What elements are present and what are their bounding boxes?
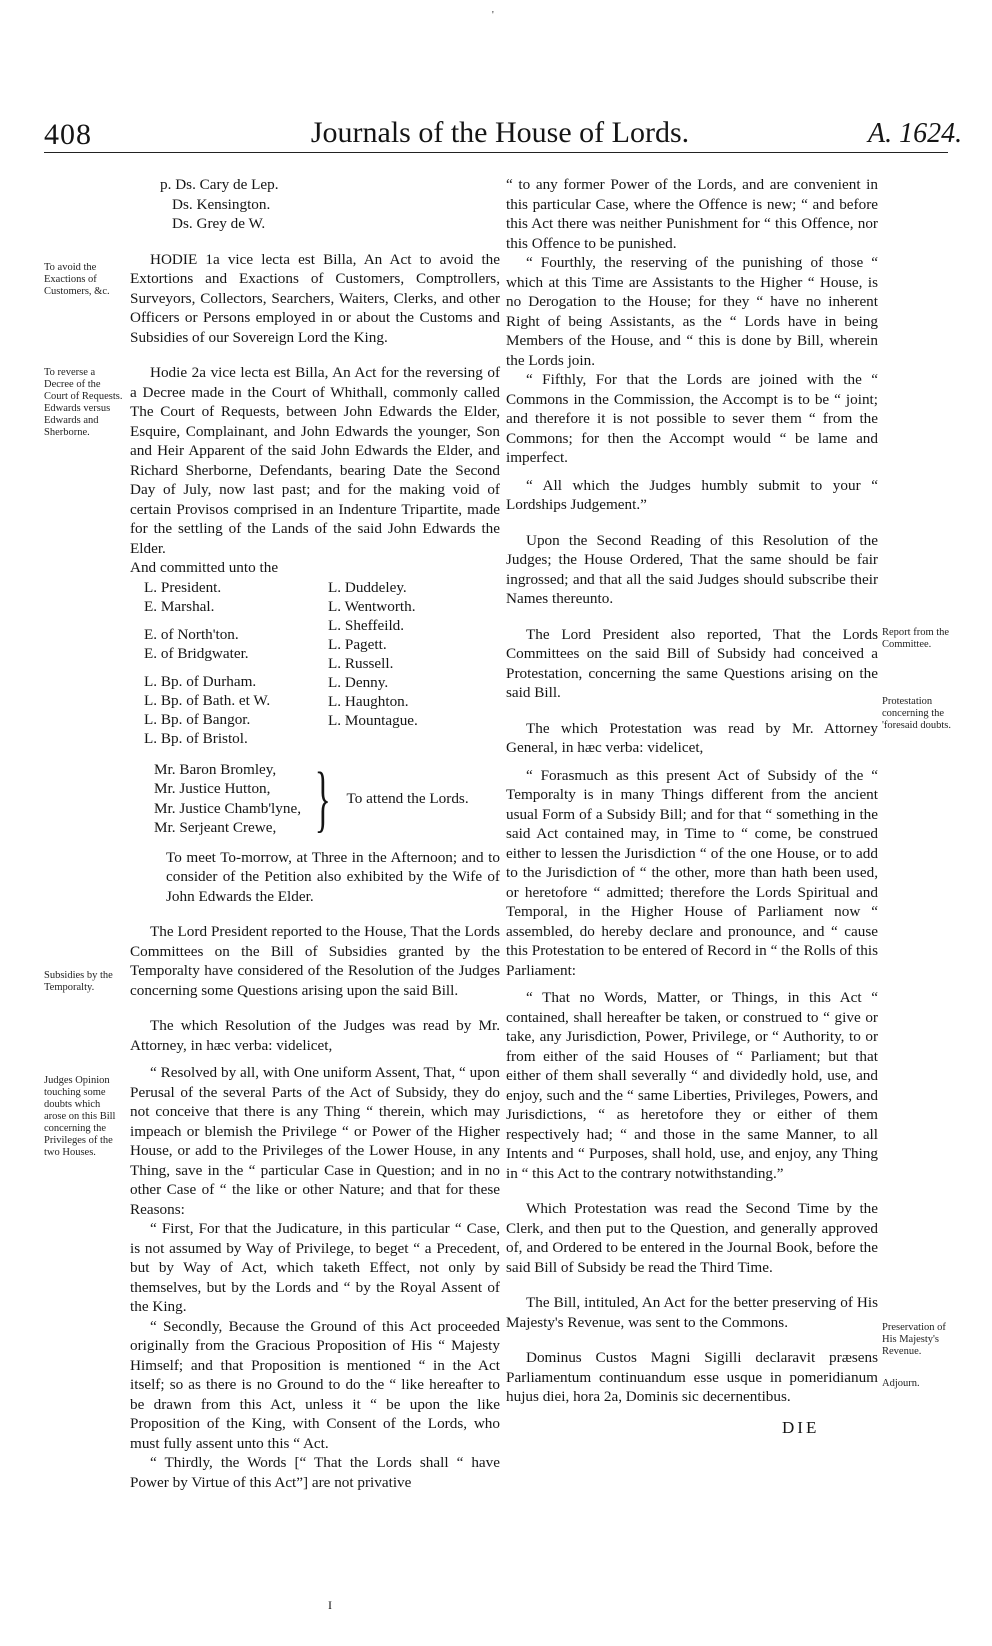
lord-name: L. Wentworth. bbox=[328, 597, 416, 615]
margin-note-protestation: Protestation concerning the 'foresaid doubts. bbox=[882, 696, 951, 731]
lord-name: E. of North'ton. bbox=[144, 625, 239, 643]
presence-item: p. Ds. Cary de Lep. bbox=[160, 176, 279, 193]
committee-lords bbox=[144, 578, 500, 748]
page-number: 408 bbox=[44, 118, 92, 151]
paragraph-secondly: “ Secondly, Because the Ground of this Act proceeded originally from the Gracious Proposition of His “ Majesty Himself; and that Proposition is mentioned “ in the Act itself; so as there is no Ground to do the “ like hereafter to be drawn from this Act, unless it “ be upon the like Proposition of the King, with Consent of the Lords, who must fully assent unto this “ Act. bbox=[130, 1317, 500, 1452]
catchword: DIE bbox=[782, 1418, 820, 1437]
paragraph-second-reading: Upon the Second Reading of this Resolution of the Judges; the House Ordered, That the same should be fair ingrossed; and that all the said Judges should subscribe their Names thereunto. bbox=[506, 531, 878, 607]
judge-name: Mr. Justice Hutton, bbox=[154, 780, 271, 797]
lord-name: L. Sheffeild. bbox=[328, 616, 405, 634]
committed-heading: And committed unto the bbox=[130, 559, 279, 576]
attend-note: To attend the Lords. bbox=[346, 789, 469, 807]
lord-name: E. Marshal. bbox=[144, 597, 215, 615]
lord-name: L. Russell. bbox=[328, 654, 394, 672]
lord-name: L. Pagett. bbox=[328, 635, 387, 653]
lord-name: L. Denny. bbox=[328, 673, 389, 691]
margin-note-subsidies: Subsidies by the Temporalty. bbox=[44, 970, 113, 993]
judge-name: Mr. Justice Chamb'lyne, bbox=[154, 799, 302, 817]
paragraph-submit: “ All which the Judges humbly submit to your “ Lordships Judgement.” bbox=[506, 476, 878, 513]
paragraph-fifthly: “ Fifthly, For that the Lords are joined with the “ Commons in the Commission, the Accompt is to be “ joint; and therefore it is not possible to sever them “ from the Commons; for then the Accompt would “ be lame and imperfect. bbox=[506, 371, 878, 466]
paragraph-thirdly: “ Thirdly, the Words [“ That the Lords shall “ have Power by Virtue of this Act”] are not privative bbox=[130, 1454, 500, 1491]
judges-list bbox=[154, 760, 301, 838]
paragraph-continuation: “ to any former Power of the Lords, and are convenient in this particular Case, where the Offence is new; “ and before this Act there was neither Punishment for “ this Offence, nor this Offence to be punished. bbox=[506, 176, 878, 252]
left-column bbox=[130, 175, 500, 1492]
lord-name: L. President. bbox=[144, 578, 222, 596]
judges-attending bbox=[154, 757, 500, 840]
lord-name: E. of Bridgwater. bbox=[144, 644, 249, 662]
margin-note-adjourn: Adjourn. bbox=[882, 1378, 920, 1389]
presence-item: Ds. Kensington. bbox=[172, 195, 271, 213]
paragraph-protestation-report: The Lord President also reported, That the Lords Committees on the said Bill of Subsidy had conceived a Protestation, concerning the same Questions arising on the said Bill. bbox=[506, 625, 878, 701]
paragraph-protestation-second-time: Which Protestation was read the Second Time by the Clerk, and then put to the Question, and generally approved of, and Ordered to be entered in the Journal Book, before the said Bill of Subsidy be read the Third Time. bbox=[506, 1200, 878, 1276]
lord-name: L. Bp. of Bristol. bbox=[144, 729, 248, 747]
paragraph-no-words: “ That no Words, Matter, or Things, in this Act “ contained, shall hereafter be taken, or construed to “ give or take, any Jurisdiction, Power, Privilege, or “ Authority, to or from either of the said Houses of “ Parliament; but that either of them shall severally “ and dividedly hold, use, and enjoy, such and the “ same Liberties, Privileges, Powers, and Jurisdictions, “ as heretofore they or either of them respectively had; “ and those in the same Manner, to all Intents and “ Purposes, shall hold, use, and enjoy, any Thing in “ this Act to the contrary notwithstanding.” bbox=[506, 989, 878, 1182]
brace-icon: } bbox=[314, 757, 331, 840]
paragraph-reversal-bill: Hodie 2a vice lecta est Billa, An Act for the reversing of a Decree made in the Court of Whithall, commonly called The Court of Requests, between John Edwards the Elder, Esquire, Complainant, and John Edwards the younger, Son and Heir Apparent of the said John Edwards the Elder, and Richard Sherborne, Defendants, bearing Date the Second Day of July, now last past; and for the making void of certain Provisos comprised in an Indenture Tripartite, made for the settling of the Lands of the said John Edwards the Elder. bbox=[130, 364, 500, 557]
paragraph-resolution-read: The which Resolution of the Judges was read by Mr. Attorney, in hæc verba: videlicet, bbox=[130, 1017, 500, 1054]
paragraph-revenue-bill: The Bill, intituled, An Act for the better preserving of His Majesty's Revenue, was sent to the Commons. bbox=[506, 1294, 878, 1331]
header-rule bbox=[44, 152, 948, 153]
paragraph-customs-bill: HODIE 1a vice lecta est Billa, An Act to avoid the Extortions and Exactions of Customers, Comptrollers, Surveyors, Collectors, Searchers, Waiters, Clerks, and other Officers or Persons employed in or about the Customs and Subsidies of our Sovereign Lord the King. bbox=[130, 250, 500, 346]
paragraph-forasmuch: “ Forasmuch as this present Act of Subsidy of the “ Temporalty is in many Things different from the ancient usual Form of a Subsidy Bill; and for that “ something in the said Act contained may, in Time to “ come, be construed either to lessen the Jurisdiction “ of the one House, or to add to the Jurisdiction of “ the other, more than hath been used, or heretofore “ admitted; therefore the Lords Spiritual and Temporal, in the Higher House of Parliament now “ assembled, do hereby declare and pronounce, and “ cause this Protestation to be entered of Record in “ the Rolls of this Parliament: bbox=[506, 766, 878, 979]
lord-name: L. Bp. of Durham. bbox=[144, 672, 257, 690]
margin-note-report: Report from the Committee. bbox=[882, 627, 950, 650]
signature-mark: I bbox=[328, 1598, 332, 1612]
right-column bbox=[506, 175, 878, 1407]
lord-name: L. Bp. of Bangor. bbox=[144, 710, 251, 728]
margin-note-customers: To avoid the Exactions of Customers, &c. bbox=[44, 262, 110, 297]
paragraph-fourthly: “ Fourthly, the reserving of the punishing of those “ which at this Time are Assistants to the Higher “ House, is no Derogation to the House; for they “ have no inherent Right of being Assistants, as the “ Lords have in being Members of the House, and “ this is done by Bill, wherein the Lords join. bbox=[506, 254, 878, 369]
margin-note-reverse: To reverse a Decree of the Court of Requests. Edwards versus Edwards and Sherborne. bbox=[44, 367, 123, 438]
paragraph-resolved: “ Resolved by all, with One uniform Assent, That, “ upon Perusal of the several Parts of the Act of Subsidy, they do not conceive that there is any Thing “ therein, which may impeach or blemish the Privilege “ or Power of the Higher House, or add to the Privileges of the Lower House, in any Thing, save in the “ particular Case in Question; and in no other Case of “ the like or other Nature; and that for these Reasons: bbox=[130, 1064, 500, 1218]
paragraph-first: “ First, For that the Judicature, in this particular “ Case, is not assumed by Way of Privilege, to beget “ a Precedent, but by Way of Act, which taketh Effect, not only by themselves, but by the Lords and “ by the Royal Assent of the King. bbox=[130, 1220, 500, 1315]
presence-list bbox=[160, 175, 500, 234]
lords-list-right bbox=[328, 578, 478, 748]
lords-list-left bbox=[144, 578, 322, 748]
paragraph-protestation-read: The which Protestation was read by Mr. Attorney General, in hæc verba: videlicet, bbox=[506, 719, 878, 756]
top-mark: ' bbox=[492, 10, 494, 21]
lord-name: L. Bp. of Bath. et W. bbox=[144, 691, 271, 709]
margin-note-judges: Judges Opinion touching some doubts which arose on this Bill concerning the Privileges of the two Houses. bbox=[44, 1075, 116, 1158]
judge-name: Mr. Serjeant Crewe, bbox=[154, 819, 277, 836]
judge-name: Mr. Baron Bromley, bbox=[154, 760, 277, 778]
running-title: Journals of the House of Lords. bbox=[310, 116, 690, 149]
lord-name: L. Haughton. bbox=[328, 692, 409, 710]
lord-name: L. Mountague. bbox=[328, 711, 418, 729]
presence-item: Ds. Grey de W. bbox=[172, 215, 266, 232]
lord-name: L. Duddeley. bbox=[328, 578, 407, 596]
margin-note-preservation: Preservation of His Majesty's Revenue. bbox=[882, 1322, 946, 1357]
paragraph-subsidies-report: The Lord President reported to the House, That the Lords Committees on the Bill of Subsidies granted by the Temporalty have considered of the Resolution of the Judges concerning some Questions arising upon the said Bill. bbox=[130, 923, 500, 999]
meeting-note: To meet To-morrow, at Three in the Afternoon; and to consider of the Petition also exhibited by the Wife of John Edwards the Elder. bbox=[166, 848, 500, 905]
year: A. 1624. bbox=[868, 118, 963, 149]
paragraph-adjournment: Dominus Custos Magni Sigilli declaravit præsens Parliamentum continuandum esse usque in pomeridianum hujus diei, hora 2a, Dominis sic decernentibus. bbox=[506, 1349, 878, 1405]
